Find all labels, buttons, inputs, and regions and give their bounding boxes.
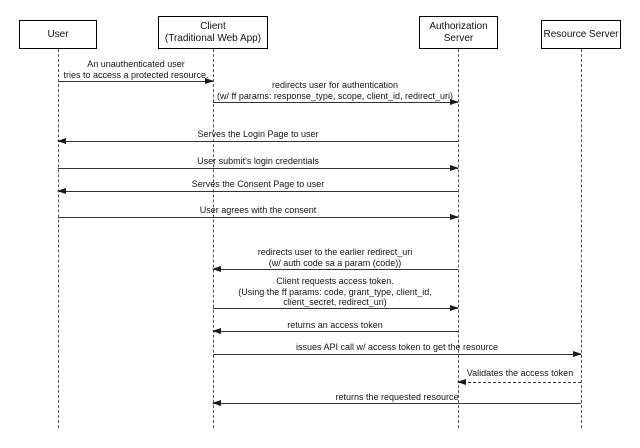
- actor-label: Server: [443, 32, 474, 44]
- arrowhead: [573, 351, 582, 357]
- lifeline-user: [58, 49, 59, 428]
- arrowhead: [450, 165, 459, 171]
- message-label: Validates the access token: [466, 368, 574, 378]
- message-arrow: [58, 168, 458, 169]
- arrowhead: [457, 379, 466, 385]
- actor-box-user: [19, 20, 97, 49]
- message-arrow: [213, 269, 458, 270]
- message-label: An unauthenticated user tries to access a protected resource.: [63, 59, 209, 80]
- message-arrow: [213, 331, 458, 332]
- actor-box-resource-server: [541, 20, 621, 49]
- arrowhead: [450, 305, 459, 311]
- message-label: returns the requested resource: [335, 392, 459, 402]
- actor-label: Client: [200, 20, 226, 32]
- message-arrow: [213, 403, 581, 404]
- message-label: Serves the Consent Page to user: [191, 179, 325, 189]
- message-arrow: [58, 141, 458, 142]
- message-arrow: [213, 102, 458, 103]
- actor-box-client: [158, 16, 268, 49]
- lifeline-authorization-server: [458, 49, 459, 428]
- arrowhead: [57, 138, 66, 144]
- arrowhead: [57, 188, 66, 194]
- message-label: redirects user to the earlier redirect_uri (w/ auth code sa a param (code)): [257, 247, 413, 268]
- actor-label: Resource Server: [543, 28, 619, 40]
- message-label: Client requests access token. (Using the ff params: code, grant_type, client_id, client_secret, redirect_uri): [238, 276, 432, 307]
- arrowhead: [450, 214, 459, 220]
- arrowhead: [212, 328, 221, 334]
- message-label: Serves the Login Page to user: [197, 129, 319, 139]
- actor-label: (Traditional Web App): [164, 32, 262, 44]
- lifeline-resource-server: [581, 49, 582, 428]
- message-arrow: [213, 354, 581, 355]
- arrowhead: [450, 99, 459, 105]
- actor-box-authorization-server: [419, 16, 498, 49]
- message-label: redirects user for authentication (w/ ff params: response_type, scope, client_id, redirect_uri): [217, 80, 453, 101]
- actor-label: User: [47, 28, 69, 40]
- lifeline-client: [213, 49, 214, 428]
- message-label: issues API call w/ access token to get the resource: [295, 342, 499, 352]
- message-label: User agrees with the consent: [199, 205, 317, 215]
- message-arrow: [213, 308, 458, 309]
- message-arrow: [58, 191, 458, 192]
- actor-label: Authorization: [429, 20, 488, 32]
- message-arrow: [58, 217, 458, 218]
- arrowhead: [212, 400, 221, 406]
- message-label: returns an access token: [287, 320, 383, 330]
- message-arrow-dashed: [458, 382, 581, 383]
- message-label: User submit's login credentials: [197, 156, 319, 166]
- arrowhead: [205, 78, 214, 84]
- arrowhead: [212, 266, 221, 272]
- message-arrow: [58, 81, 213, 82]
